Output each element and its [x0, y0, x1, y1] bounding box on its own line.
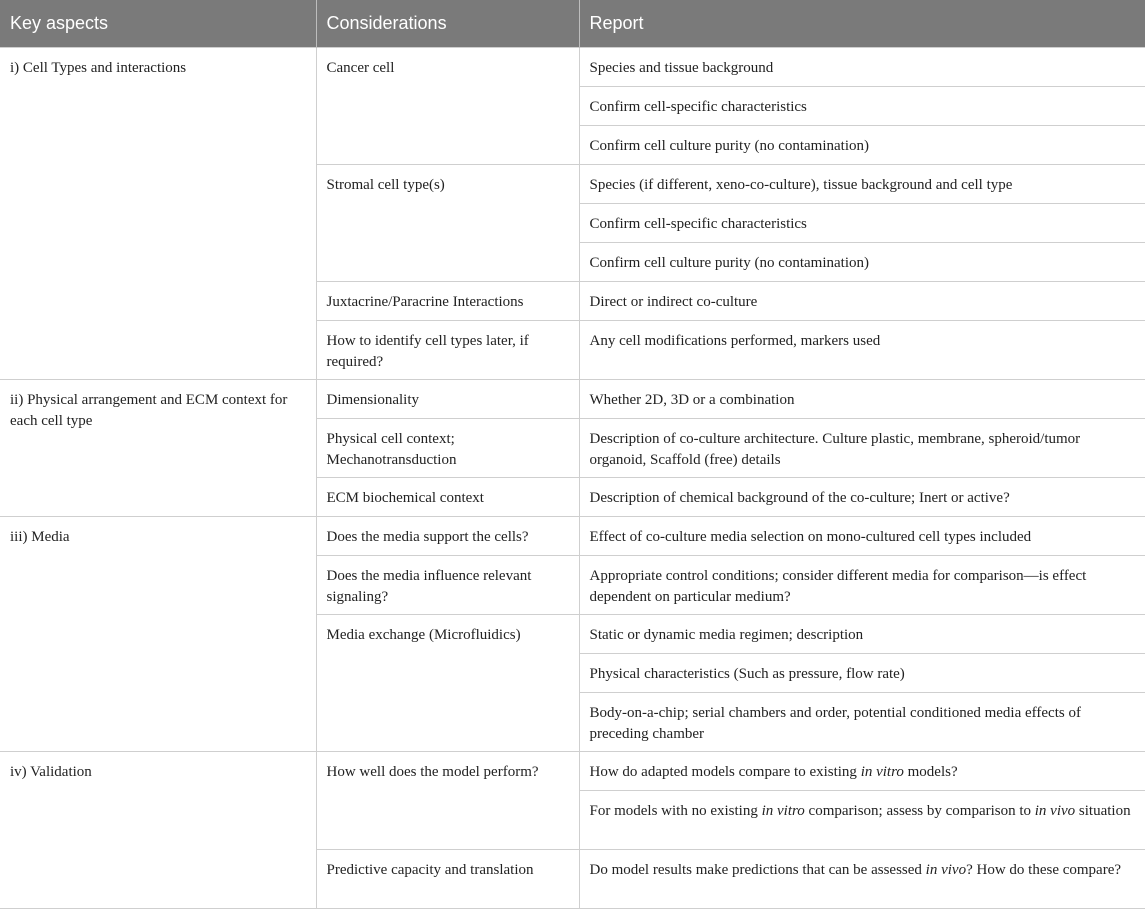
report-text: For models with no existing	[589, 803, 762, 819]
report-italic: in vitro	[761, 803, 805, 819]
report-text: ? How do these compare?	[966, 862, 1122, 878]
consideration-predictive-capacity: Predictive capacity and translation	[316, 850, 579, 909]
report-text: models?	[903, 764, 958, 780]
aspect-cell-types: i) Cell Types and interactions	[0, 48, 316, 380]
consideration-dimensionality: Dimensionality	[316, 380, 579, 419]
report-cell: Physical characteristics (Such as pressure, flow rate)	[579, 654, 1145, 693]
report-text: situation	[1075, 803, 1131, 819]
consideration-media-support: Does the media support the cells?	[316, 517, 579, 556]
table-row	[0, 380, 1145, 419]
report-cell: Static or dynamic media regimen; description	[579, 615, 1145, 654]
header-row	[0, 0, 1145, 48]
consideration-ecm-biochemical: ECM biochemical context	[316, 478, 579, 517]
consideration-juxtacrine: Juxtacrine/Paracrine Interactions	[316, 282, 579, 321]
report-cell: Species (if different, xeno-co-culture), tissue background and cell type	[579, 165, 1145, 204]
report-cell	[579, 850, 1145, 909]
report-italic: in vitro	[860, 764, 904, 780]
header-key-aspects: Key aspects	[0, 0, 316, 48]
report-cell: Species and tissue background	[579, 48, 1145, 87]
report-italic: in vivo	[925, 862, 967, 878]
report-cell: Confirm cell-specific characteristics	[579, 87, 1145, 126]
report-text: Do model results make predictions that can be assessed	[589, 862, 926, 878]
report-cell: Description of chemical background of the co-culture; Inert or active?	[579, 478, 1145, 517]
report-text: How do adapted models compare to existing	[589, 764, 861, 780]
header-report: Report	[579, 0, 1145, 48]
report-cell: Body-on-a-chip; serial chambers and order, potential conditioned media effects of preceding chamber	[579, 693, 1145, 752]
report-text: comparison; assess by comparison to	[804, 803, 1035, 819]
header-considerations: Considerations	[316, 0, 579, 48]
table-row	[0, 48, 1145, 87]
consideration-media-exchange: Media exchange (Microfluidics)	[316, 615, 579, 752]
aspect-validation: iv) Validation	[0, 752, 316, 909]
report-cell: Confirm cell culture purity (no contamination)	[579, 126, 1145, 165]
consideration-media-influence: Does the media influence relevant signaling?	[316, 556, 579, 615]
consideration-model-performance: How well does the model perform?	[316, 752, 579, 850]
report-cell: Whether 2D, 3D or a combination	[579, 380, 1145, 419]
report-cell: Effect of co-culture media selection on mono-cultured cell types included	[579, 517, 1145, 556]
consideration-stromal-cell: Stromal cell type(s)	[316, 165, 579, 282]
report-cell	[579, 752, 1145, 791]
report-cell: Direct or indirect co-culture	[579, 282, 1145, 321]
report-cell: Description of co-culture architecture. Culture plastic, membrane, spheroid/tumor organoid, Scaffold (free) details	[579, 419, 1145, 478]
report-italic: in vivo	[1034, 803, 1076, 819]
report-cell: Confirm cell-specific characteristics	[579, 204, 1145, 243]
table-row	[0, 517, 1145, 556]
report-cell: Any cell modifications performed, markers used	[579, 321, 1145, 380]
consideration-physical-cell-context: Physical cell context; Mechanotransduction	[316, 419, 579, 478]
report-cell	[579, 791, 1145, 850]
aspect-physical-arrangement: ii) Physical arrangement and ECM context for each cell type	[0, 380, 316, 517]
consideration-identify-cell-types: How to identify cell types later, if required?	[316, 321, 579, 380]
report-cell: Confirm cell culture purity (no contamination)	[579, 243, 1145, 282]
report-cell: Appropriate control conditions; consider different media for comparison—is effect dependent on particular medium?	[579, 556, 1145, 615]
table-row	[0, 752, 1145, 791]
aspect-media: iii) Media	[0, 517, 316, 752]
consideration-cancer-cell: Cancer cell	[316, 48, 579, 165]
